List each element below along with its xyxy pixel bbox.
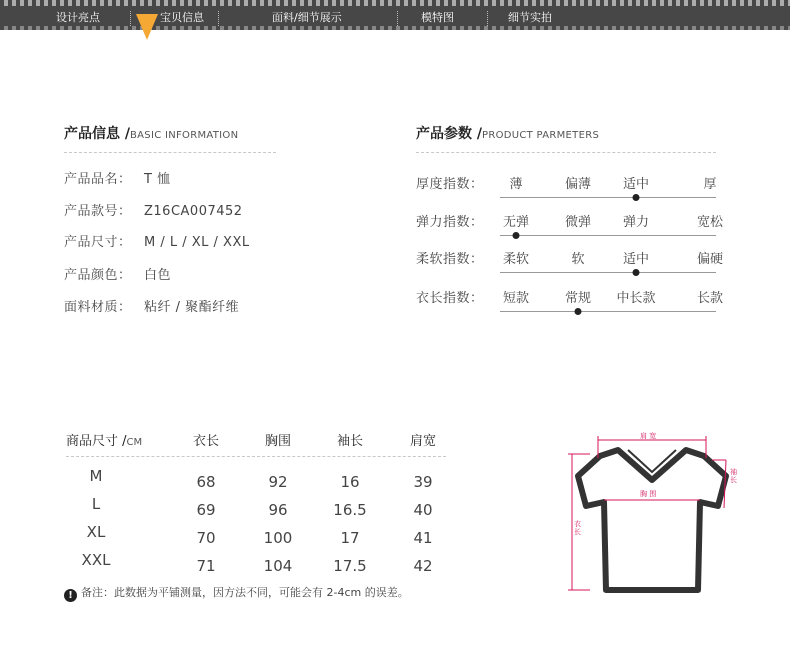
nav-item-product-info[interactable]: 宝贝信息: [160, 11, 204, 24]
product-info-row: [64, 296, 239, 315]
param-row: [416, 287, 724, 325]
product-info-title-text: 产品信息 /: [64, 126, 130, 142]
size-table-cell: 39: [413, 473, 433, 491]
chest-label: 胸 围: [640, 490, 657, 498]
shoulder-width-label: 肩 宽: [640, 432, 657, 440]
param-option: 微弹: [564, 215, 592, 230]
active-nav-marker-icon: [136, 14, 158, 40]
nav-bottom-pattern: [0, 26, 790, 30]
param-option: 长款: [696, 291, 724, 306]
top-nav-bar: [0, 0, 790, 30]
product-info-subtitle: BASIC INFORMATION: [130, 130, 239, 141]
measurement-note-text: 备注：此数据为平铺测量，因方法不同，可能会有 2-4cm 的误差。: [81, 586, 409, 599]
size-header-text: 商品尺寸 /: [66, 434, 127, 449]
size-table-divider: [66, 456, 446, 457]
nav-separator: [218, 11, 219, 26]
product-info-row: [64, 264, 171, 283]
nav-item-detail-shots[interactable]: 细节实拍: [508, 11, 552, 24]
size-table-size-cell: XL: [86, 523, 106, 541]
param-option: 厚: [703, 177, 717, 192]
product-params-title: [416, 123, 599, 143]
size-table-header-label: [66, 430, 142, 449]
size-table-cell: 17: [340, 529, 360, 547]
param-option: 中长款: [616, 291, 656, 306]
size-table-cell: 42: [413, 557, 433, 575]
param-option: 偏硬: [696, 252, 724, 267]
size-table-cell: 41: [413, 529, 433, 547]
nav-item-fabric[interactable]: 面料/细节展示: [272, 11, 342, 24]
product-info-value: 白色: [144, 268, 172, 283]
size-table-cell: 71: [196, 557, 216, 575]
body-length-label: 衣 长: [574, 520, 581, 536]
size-table-cell: 92: [268, 473, 288, 491]
product-info-value: T 恤: [144, 172, 171, 187]
product-info-label: 产品尺寸：: [64, 235, 132, 250]
product-params-title-text: 产品参数 /: [416, 126, 482, 142]
size-table-cell: 17.5: [333, 557, 367, 575]
param-label: 柔软指数：: [416, 252, 484, 267]
product-info-row: [64, 200, 243, 219]
nav-item-design[interactable]: 设计亮点: [56, 11, 100, 24]
size-table-cell: 100: [263, 529, 293, 547]
size-table-cell: 70: [196, 529, 216, 547]
param-scale-line: [500, 311, 716, 312]
nav-separator: [487, 11, 488, 26]
param-option: 弹力: [622, 215, 650, 230]
param-label: 衣长指数：: [416, 291, 484, 306]
sleeve-length-label: 袖 长: [730, 468, 737, 484]
param-option: 常规: [564, 291, 592, 306]
param-scale-line: [500, 197, 716, 198]
nav-top-pattern: [0, 0, 790, 6]
measurement-note: [64, 584, 409, 602]
size-table-column-header: 胸围: [264, 434, 292, 449]
param-scale-line: [500, 272, 716, 273]
nav-separator: [397, 11, 398, 26]
param-option: 偏薄: [564, 177, 592, 192]
product-info-row: [64, 168, 171, 187]
nav-item-model[interactable]: 模特图: [421, 11, 454, 24]
product-params-divider: [416, 152, 716, 153]
size-table-size-cell: XXL: [81, 551, 111, 569]
product-params-subtitle: PRODUCT PARMETERS: [482, 130, 600, 141]
param-option: 适中: [622, 252, 650, 267]
param-option: 短款: [502, 291, 530, 306]
product-info-label: 产品款号：: [64, 204, 132, 219]
param-label: 弹力指数：: [416, 215, 484, 230]
param-option: 柔软: [502, 252, 530, 267]
size-table-column-header: 肩宽: [409, 434, 437, 449]
param-row: [416, 248, 724, 286]
param-selected-dot-icon: [633, 194, 640, 201]
size-table-cell: 16: [340, 473, 360, 491]
product-info-label: 产品品名：: [64, 172, 132, 187]
warning-icon: !: [64, 589, 77, 602]
param-selected-dot-icon: [575, 308, 582, 315]
param-scale-line: [500, 235, 716, 236]
param-option: 适中: [622, 177, 650, 192]
nav-separator: [130, 11, 131, 26]
size-header-unit: CM: [126, 437, 143, 448]
product-info-divider: [64, 152, 276, 153]
size-table-cell: 69: [196, 501, 216, 519]
tshirt-measurement-diagram: [560, 428, 760, 608]
param-option: 无弹: [502, 215, 530, 230]
size-table-column-header: 袖长: [336, 434, 364, 449]
tshirt-outline-icon: [560, 428, 760, 608]
product-info-label: 产品颜色：: [64, 268, 132, 283]
param-option: 软: [571, 252, 585, 267]
size-table-cell: 40: [413, 501, 433, 519]
param-option: 薄: [509, 177, 523, 192]
param-option: 宽松: [696, 215, 724, 230]
size-table-cell: 96: [268, 501, 288, 519]
product-info-label: 面料材质：: [64, 300, 132, 315]
product-info-value: 粘纤 / 聚酯纤维: [144, 300, 240, 315]
param-selected-dot-icon: [633, 269, 640, 276]
size-table-cell: 68: [196, 473, 216, 491]
param-row: [416, 211, 724, 249]
product-info-row: [64, 231, 250, 250]
param-row: [416, 173, 716, 211]
product-info-value: M / L / XL / XXL: [144, 235, 250, 250]
size-table-column-header: 衣长: [192, 434, 220, 449]
product-info-value: Z16CA007452: [144, 204, 243, 219]
param-selected-dot-icon: [513, 232, 520, 239]
product-info-title: [64, 123, 238, 143]
param-label: 厚度指数：: [416, 177, 484, 192]
size-table-size-cell: M: [89, 467, 103, 485]
size-table-cell: 104: [263, 557, 293, 575]
size-table-cell: 16.5: [333, 501, 367, 519]
size-table-size-cell: L: [91, 495, 101, 513]
